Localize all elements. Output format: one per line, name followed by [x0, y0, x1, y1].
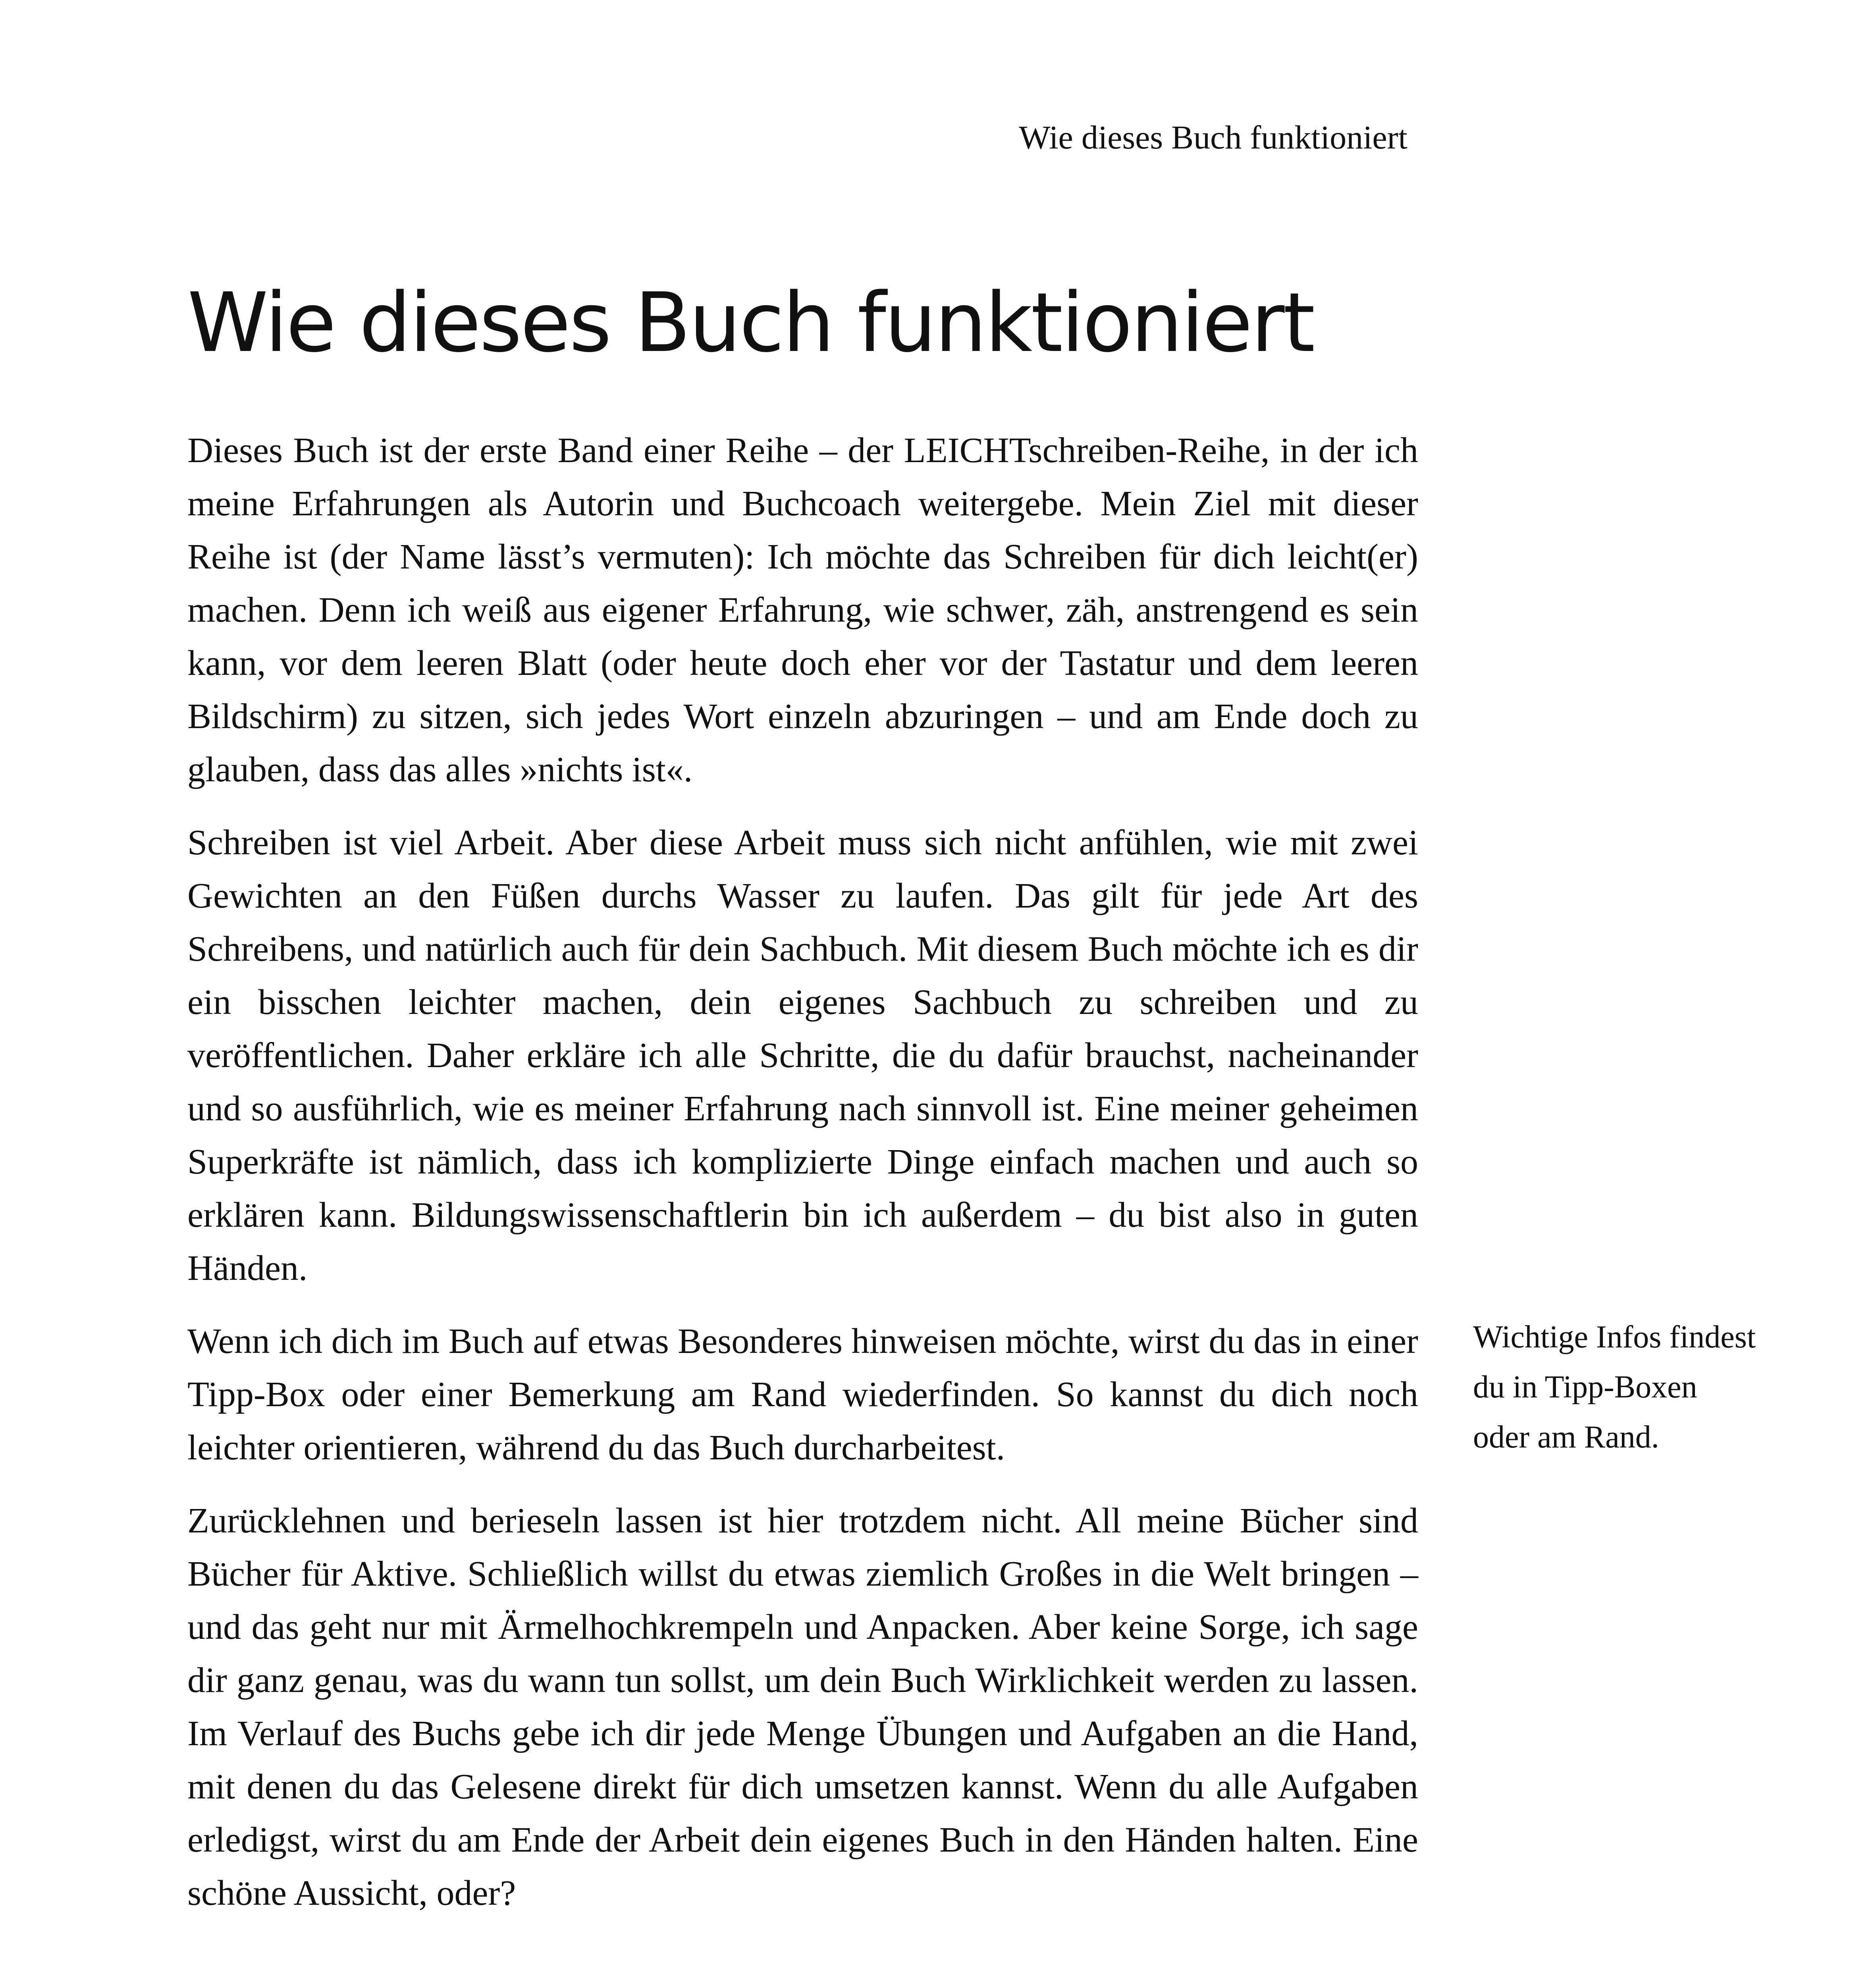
- paragraph-4: Zurücklehnen und berieseln lassen ist hier trotzdem nicht. All meine Bücher sind Bücher für Aktive. Schließlich willst du etwas ziemlich Großes in die Welt bringen – und das geht nur mit Ärmelhochkrempeln und Anpacken. Aber keine Sorge, ich sage dir ganz genau, was du wann tun sollst, um dein Buch Wirklichkeit werden zu lassen. Im Verlauf des Buchs gebe ich dir jede Menge Übungen und Aufgaben an die Hand, mit denen du das Gelesene direkt für dich umsetzen kannst. Wenn du alle Aufgaben erledigst, wirst du am Ende der Arbeit dein eigenes Buch in den Händen halten. Eine schöne Aussicht, oder?: [187, 1501, 1418, 1913]
- paragraph-1: Dieses Buch ist der erste Band einer Reihe – der LEICHTschreiben-Reihe, in der ich meine Erfahrungen als Autorin und Buchcoach weitergebe. Mein Ziel mit dieser Reihe ist (der Name lässt’s vermuten): Ich möchte das Schreiben für dich leicht(er) machen. Denn ich weiß aus eigener Erfahrung, wie schwer, zäh, anstrengend es sein kann, vor dem leeren Blatt (oder heute doch eher vor der Tastatur und dem leeren Bildschirm) zu sitzen, sich jedes Wort einzeln abzuringen – und am Ende doch zu glauben, dass das alles »nichts ist«.: [187, 431, 1418, 789]
- running-header: Wie dieses Buch funktioniert: [1019, 119, 1407, 156]
- paragraph-3: Wenn ich dich im Buch auf etwas Besonderes hinweisen möchte, wirst du das in einer Tipp-Box oder einer Bemerkung am Rand wiederfinden. So kannst du dich noch leichter orientieren, während du das Buch durcharbeitest.: [187, 1322, 1418, 1467]
- paragraph-2: Schreiben ist viel Arbeit. Aber diese Arbeit muss sich nicht anfühlen, wie mit zwei Gewichten an den Füßen durchs Wasser zu laufen. Das gilt für jede Art des Schreibens, und natürlich auch für dein Sachbuch. Mit diesem Buch möchte ich es dir ein bisschen leichter machen, dein eigenes Sachbuch zu schreiben und zu veröffentlichen. Daher erkläre ich alle Schritte, die du dafür brauchst, nacheinander und so ausführlich, wie es meiner Erfahrung nach sinnvoll ist. Eine meiner geheimen Superkräfte ist nämlich, dass ich komplizierte Dinge einfach machen und auch so erklären kann. Bildungswissenschaftlerin bin ich außerdem – du bist also in guten Händen.: [187, 823, 1418, 1288]
- margin-note: Wichtige Infos findest du in Tipp-Boxen oder am Rand.: [1473, 1320, 1756, 1455]
- body-text: [187, 424, 1418, 1940]
- chapter-title: Wie dieses Buch funktioniert: [187, 275, 1314, 370]
